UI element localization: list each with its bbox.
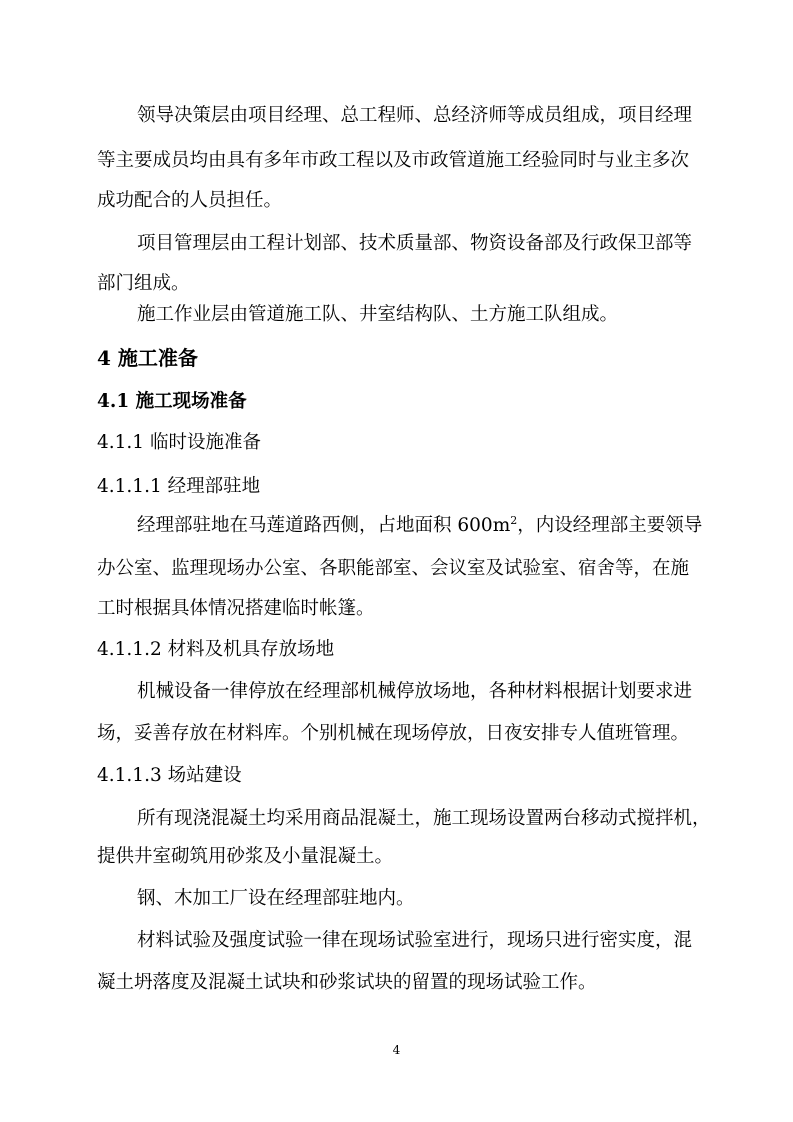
subsubsubsection-heading: 4.1.1.2 材料及机具存放场地	[97, 639, 335, 660]
paragraph-line: 场，妥善存放在材料库。个别机械在现场停放，日夜安排专人值班管理。	[97, 723, 690, 744]
paragraph-line: 提供井室砌筑用砂浆及小量混凝土。	[97, 846, 394, 867]
paragraph-line: 工时根据具体情况搭建临时帐篷。	[97, 598, 375, 619]
text-run: ，内设经理部主要领导	[517, 515, 703, 536]
text-run: 经理部驻地在马莲道路西侧，占地面积 600m	[137, 515, 511, 536]
subsubsection-heading: 4.1.1 临时设施准备	[97, 432, 261, 453]
paragraph-line: 办公室、监理现场办公室、各职能部室、会议室及试验室、宿舍等，在施	[97, 558, 690, 579]
paragraph-line: 所有现浇混凝土均采用商品混凝土，施工现场设置两台移动式搅拌机，	[137, 808, 711, 829]
paragraph-line: 成功配合的人员担任。	[97, 190, 283, 211]
paragraph-line: 钢、木加工厂设在经理部驻地内。	[137, 888, 415, 909]
paragraph-line: 领导决策层由项目经理、总工程师、总经济师等成员组成，项目经理	[137, 105, 693, 126]
subsection-heading: 4.1 施工现场准备	[97, 391, 247, 412]
page-number: 4	[392, 1043, 401, 1057]
paragraph-line	[137, 514, 702, 538]
paragraph-line: 凝土坍落度及混凝土试块和砂浆试块的留置的现场试验工作。	[97, 972, 597, 993]
superscript: 2	[510, 513, 518, 527]
paragraph-line: 等主要成员均由具有多年市政工程以及市政管道施工经验同时与业主多次	[97, 150, 690, 171]
subsubsubsection-heading: 4.1.1.3 场站建设	[97, 765, 242, 786]
paragraph-line: 部门组成。	[97, 273, 190, 294]
section-heading: 4 施工准备	[97, 346, 198, 370]
paragraph-line: 项目管理层由工程计划部、技术质量部、物资设备部及行政保卫部等	[137, 233, 693, 254]
paragraph-line: 施工作业层由管道施工队、井室结构队、土方施工队组成。	[137, 304, 619, 325]
paragraph-line: 机械设备一律停放在经理部机械停放场地，各种材料根据计划要求进	[137, 681, 693, 702]
subsubsubsection-heading: 4.1.1.1 经理部驻地	[97, 476, 261, 497]
paragraph-line: 材料试验及强度试验一律在现场试验室进行，现场只进行密实度，混	[137, 930, 693, 951]
